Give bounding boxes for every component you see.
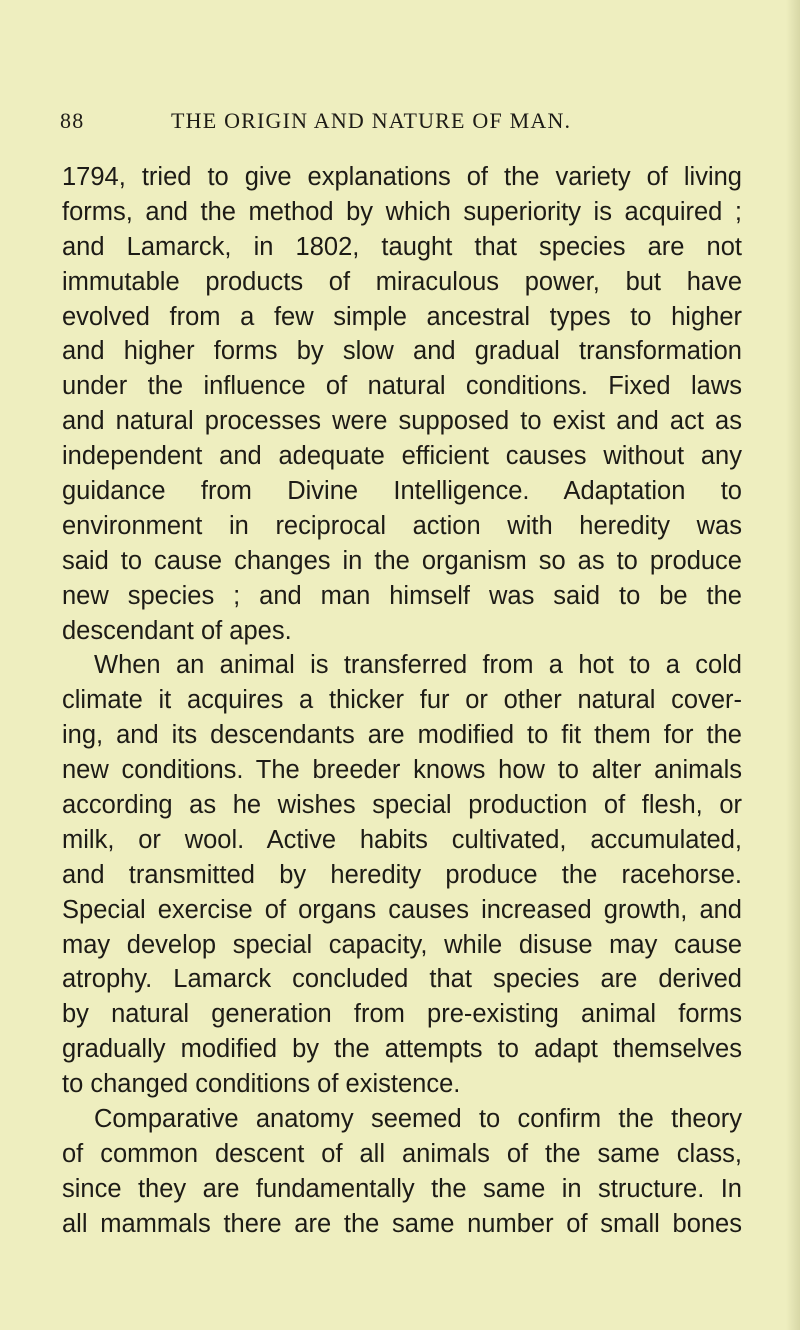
text-line: evolved from a few simple ancestral types to higher bbox=[62, 302, 742, 331]
text-line: by natural generation from pre-existing animal forms bbox=[62, 1000, 742, 1029]
text-line: independent and adequate efficient causes without any bbox=[62, 442, 742, 471]
page-edge-shadow bbox=[786, 0, 800, 1330]
text-line: and higher forms by slow and gradual transformation bbox=[62, 337, 742, 366]
text-line: Special exercise of organs causes increased growth, and bbox=[62, 895, 742, 924]
text-line: new species ; and man himself was said to be the bbox=[62, 581, 742, 610]
text-line: milk, or wool. Active habits cultivated, accumulated, bbox=[62, 825, 742, 854]
text-line: according as he wishes special production of flesh, or bbox=[62, 791, 742, 820]
text-line: and natural processes were supposed to exist and act as bbox=[62, 407, 742, 436]
text-line: and Lamarck, in 1802, taught that species are not bbox=[62, 232, 742, 261]
text-line: Comparative anatomy seemed to confirm the theory bbox=[94, 1105, 742, 1134]
text-line: guidance from Divine Intelligence. Adaptation to bbox=[62, 477, 742, 506]
text-line: immutable products of miraculous power, but have bbox=[62, 267, 742, 296]
text-line: of common descent of all animals of the same class, bbox=[62, 1139, 742, 1168]
text-line: climate it acquires a thicker fur or other natural cover- bbox=[62, 686, 742, 715]
text-line: may develop special capacity, while disuse may cause bbox=[62, 930, 742, 959]
text-line: to changed conditions of existence. bbox=[62, 1070, 461, 1099]
text-line: When an animal is transferred from a hot to a cold bbox=[94, 651, 742, 680]
text-line: and transmitted by heredity produce the racehorse. bbox=[62, 860, 742, 889]
text-line: new conditions. The breeder knows how to alter animals bbox=[62, 756, 742, 785]
text-line: under the influence of natural conditions. Fixed laws bbox=[62, 372, 742, 401]
running-head bbox=[60, 108, 740, 142]
text-line: ing, and its descendants are modified to fit them for the bbox=[62, 721, 742, 750]
text-line: all mammals there are the same number of small bones bbox=[62, 1209, 742, 1238]
paragraph bbox=[62, 648, 742, 1102]
text-line: forms, and the method by which superiority is acquired ; bbox=[62, 197, 742, 226]
text-line: environment in reciprocal action with heredity was bbox=[62, 511, 742, 540]
paragraph bbox=[62, 160, 742, 648]
text-line: gradually modified by the attempts to adapt themselves bbox=[62, 1035, 742, 1064]
text-line: atrophy. Lamarck concluded that species are derived bbox=[62, 965, 742, 994]
text-line: 1794, tried to give explanations of the variety of living bbox=[62, 163, 742, 191]
running-title: THE ORIGIN AND NATURE OF MAN. bbox=[171, 108, 572, 133]
text-line: said to cause changes in the organism so as to produce bbox=[62, 546, 742, 575]
page-number: 88 bbox=[60, 108, 85, 133]
text-line: since they are fundamentally the same in structure. In bbox=[62, 1174, 742, 1203]
paragraph bbox=[62, 1102, 742, 1242]
body-text bbox=[62, 160, 742, 1242]
text-line: descendant of apes. bbox=[62, 616, 292, 645]
